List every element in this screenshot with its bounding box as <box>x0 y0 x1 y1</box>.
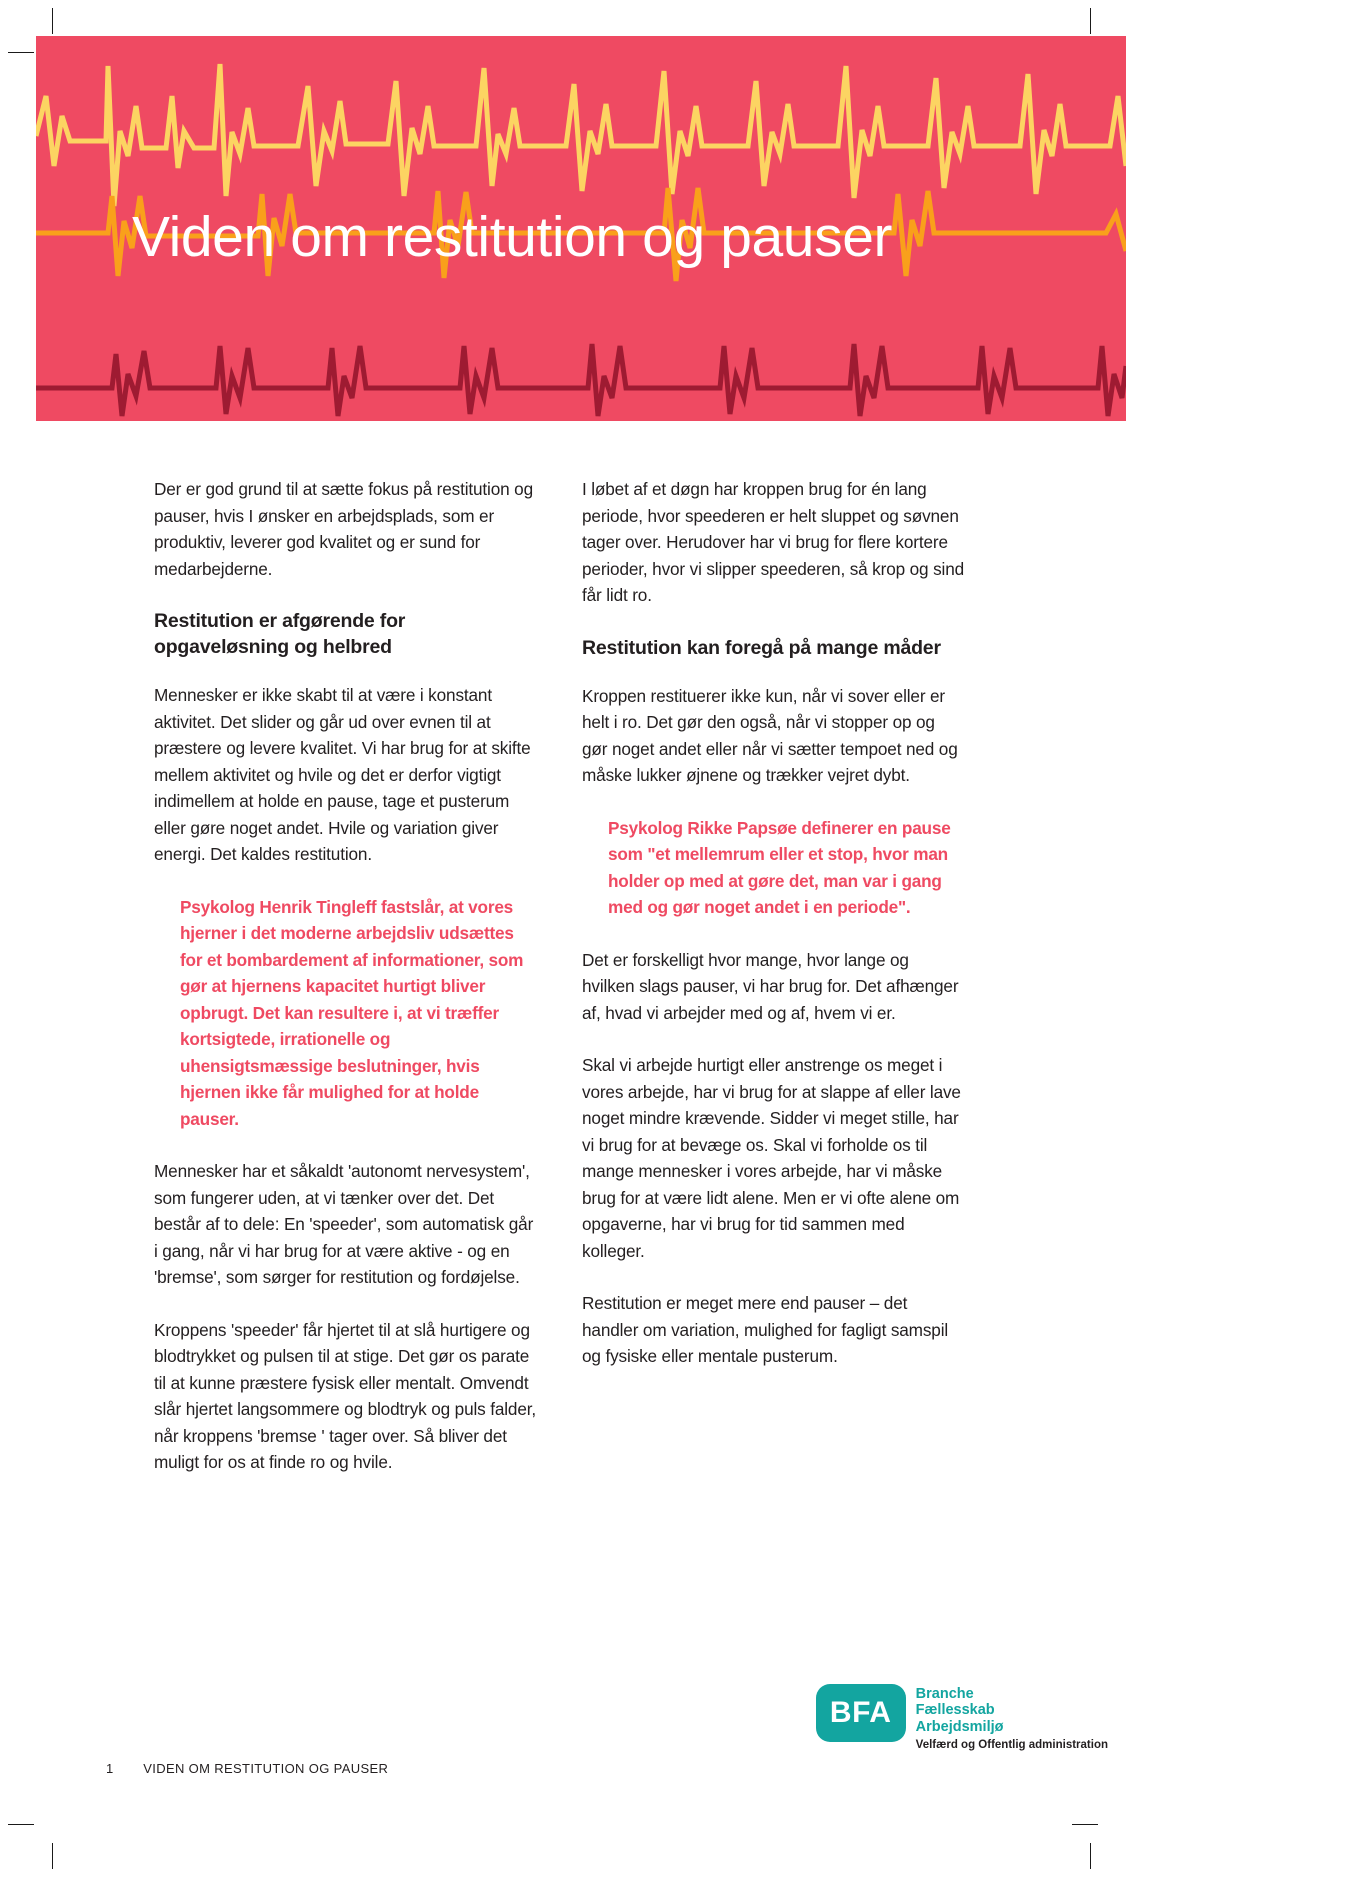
crop-mark-top-left-v <box>52 8 53 34</box>
left-paragraph-2: Mennesker har et såkaldt 'autonomt nervesystem', som fungerer uden, at vi tænker over det. Det består af to dele: En 'speeder', som automatisk går i gang, når vi har brug for at være aktive - og en 'bremse', som sørger for restitution og fordøjelse. <box>154 1161 534 1287</box>
left-pullquote: Psykolog Henrik Tingleff fastslår, at vores hjerner i det moderne arbejdsliv udsættes for et bombardement af informationer, som gør at hjernens kapacitet hurtigt bliver opbrugt. Det kan resultere i, at vi træffer kortsigtede, irrationelle og uhensigtsmæssige beslutninger, hvis hjernen ikke får mulighed for at holde pauser. <box>180 896 524 1129</box>
left-section-heading: Restitution er afgørende for opgaveløsning og helbred <box>154 610 406 658</box>
right-pullquote: Psykolog Rikke Papsøe definerer en pause som "et mellemrum eller et stop, hvor man holder op med at gøre det, man var i gang med og gør noget andet i en periode". <box>608 817 951 917</box>
crop-mark-bottom-left-h <box>8 1824 34 1825</box>
crop-mark-bottom-right-v <box>1090 1843 1091 1869</box>
left-paragraph-1: Mennesker er ikke skabt til at være i konstant aktivitet. Det slider og går ud over evnen til at præstere og levere kvalitet. Vi har brug for at skifte mellem aktivitet og hvile og det er derfor vigtigt indimellem at holde en pause, tage et pusterum eller gøre noget andet. Hvile og variation giver energi. Det kaldes restitution. <box>154 685 531 864</box>
brochure-page <box>36 36 1126 1826</box>
crop-mark-bottom-left-v <box>52 1843 53 1869</box>
right-intro-paragraph: I løbet af et døgn har kroppen brug for én lang periode, hvor speederen er helt sluppet og søvnen tager over. Herudover har vi brug for flere kortere perioder, hvor vi slipper speederen, så krop og sind får lidt ro. <box>582 479 965 605</box>
article-body <box>36 476 1126 1502</box>
page-footer <box>36 1678 1126 1798</box>
right-paragraph-3: Skal vi arbejde hurtigt eller anstrenge os meget i vores arbejde, har vi brug for at slappe af eller lave noget mindre krævende. Sidder vi meget stille, har vi brug for at bevæge os. Skal vi forholde os til mange mennesker i vores arbejde, har vi måske brug for at være lidt alene. Men er vi ofte alene om opgaverne, har vi brug for tid sammen med kolleger. <box>582 1055 961 1261</box>
bfa-logo-badge: BFA <box>816 1684 906 1742</box>
left-intro-paragraph: Der er god grund til at sætte fokus på restitution og pauser, hvis I ønsker en arbejdsplads, som er produktiv, leverer god kvalitet og er sund for medarbejderne. <box>154 479 533 579</box>
footer-title-label: VIDEN OM RESTITUTION OG PAUSER <box>143 1761 389 1776</box>
right-section-heading: Restitution kan foregå på mange måder <box>582 636 941 659</box>
right-column <box>582 476 964 1502</box>
page-number: 1 <box>106 1761 114 1776</box>
page-title: Viden om restitution og pauser <box>132 205 893 269</box>
right-paragraph-1: Kroppen restituerer ikke kun, når vi sover eller er helt i ro. Det gør den også, når vi stopper op og gør noget andet eller når vi sætter tempoet ned og måske lukker øjnene og trækker vejret dybt. <box>582 685 958 785</box>
crop-mark-top-left-h <box>8 52 34 53</box>
bfa-logo-line-1: Branche <box>915 1685 974 1702</box>
bfa-logo-line-3: Arbejdsmiljø <box>915 1718 1004 1735</box>
left-column <box>154 476 536 1502</box>
hero-banner <box>36 36 1126 421</box>
bfa-logo-subtitle: Velfærd og Offentlig administration <box>915 1739 1108 1751</box>
crop-mark-top-right-v <box>1090 8 1091 34</box>
footer-left-group <box>106 1761 388 1776</box>
bfa-logo-line-2: Fællesskab <box>915 1702 995 1718</box>
right-paragraph-2: Det er forskelligt hvor mange, hvor lange og hvilken slags pauser, vi har brug for. Det afhænger af, hvad vi arbejder med og af, hvem vi er. <box>582 949 959 1023</box>
bfa-logo <box>816 1684 1108 1753</box>
bfa-logo-text <box>916 1684 1108 1753</box>
left-paragraph-3: Kroppens 'speeder' får hjertet til at slå hurtigere og blodtrykket og pulsen til at stige. Det gør os parate til at kunne præstere fysisk eller mentalt. Omvendt slår hjertet langsommere og blodtryk og puls falder, når kroppens 'bremse ' tager over. Så bliver det muligt for os at finde ro og hvile. <box>154 1319 536 1472</box>
right-paragraph-4: Restitution er meget mere end pauser – det handler om variation, mulighed for fagligt samspil og fysiske eller mentale pusterum. <box>582 1293 949 1366</box>
